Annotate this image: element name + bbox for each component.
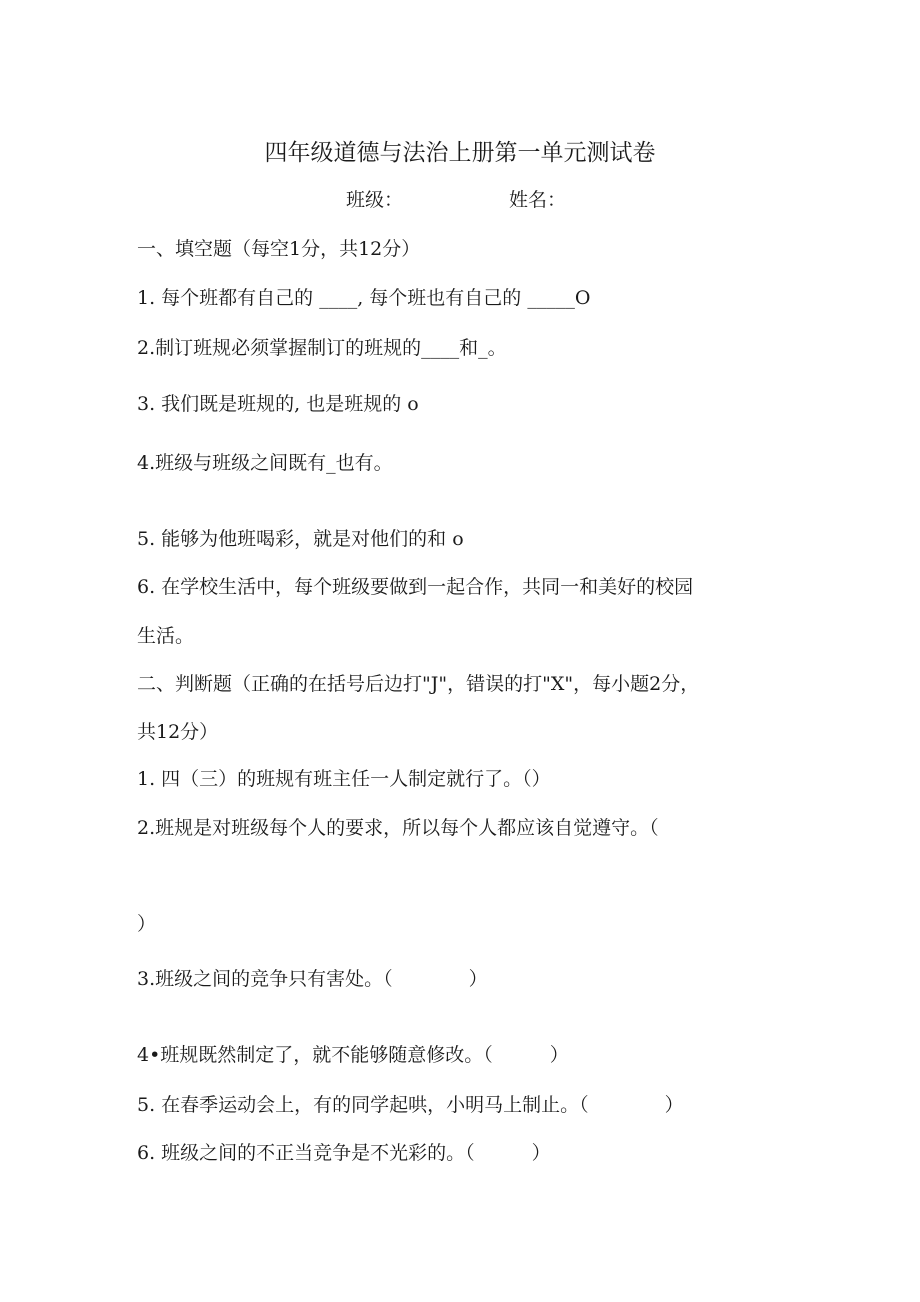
true-false-question-2: 2.班规是对班级每个人的要求，所以每个人都应该自觉遵守。（: [137, 817, 659, 839]
fill-in-question-2: 2.制订班规必须掌握制订的班规的____和_。: [137, 337, 507, 359]
section-fill-in-heading: 一、填空题（每空1分，共12分）: [137, 238, 421, 260]
section-true-false-heading-continued: 共12分）: [137, 721, 219, 743]
fill-in-question-4: 4.班级与班级之间既有_也有。: [137, 452, 393, 474]
true-false-question-5: 5. 在春季运动会上，有的同学起哄，小明马上制止。（ ）: [137, 1094, 684, 1116]
true-false-question-4: 4•班规既然制定了，就不能够随意修改。（ ）: [137, 1044, 569, 1066]
name-field-label: 姓名：: [509, 189, 567, 211]
true-false-question-6: 6. 班级之间的不正当竞争是不光彩的。（ ）: [137, 1142, 551, 1164]
true-false-question-1: 1. 四（三）的班规有班主任一人制定就行了。（）: [137, 768, 551, 790]
fill-in-question-1: 1. 每个班都有自己的 ____, 每个班也有自己的 _____O: [137, 287, 591, 309]
true-false-question-2-closing: ）: [137, 913, 157, 935]
class-field-label: 班级：: [346, 189, 404, 211]
fill-in-question-6: 6. 在学校生活中，每个班级要做到一起合作，共同一和美好的校园: [137, 576, 694, 598]
fill-in-question-5: 5. 能够为他班喝彩，就是对他们的和 o: [137, 528, 464, 550]
fill-in-question-3: 3. 我们既是班规的, 也是班规的 o: [137, 393, 419, 415]
section-true-false-heading: 二、判断题（正确的在括号后边打"J"，错误的打"X"，每小题2分，: [137, 673, 700, 695]
true-false-question-3: 3.班级之间的竞争只有害处。（ ）: [137, 968, 488, 990]
document-title: 四年级道德与法治上册第一单元测试卷: [264, 140, 656, 166]
fill-in-question-6-continued: 生活。: [137, 625, 195, 647]
